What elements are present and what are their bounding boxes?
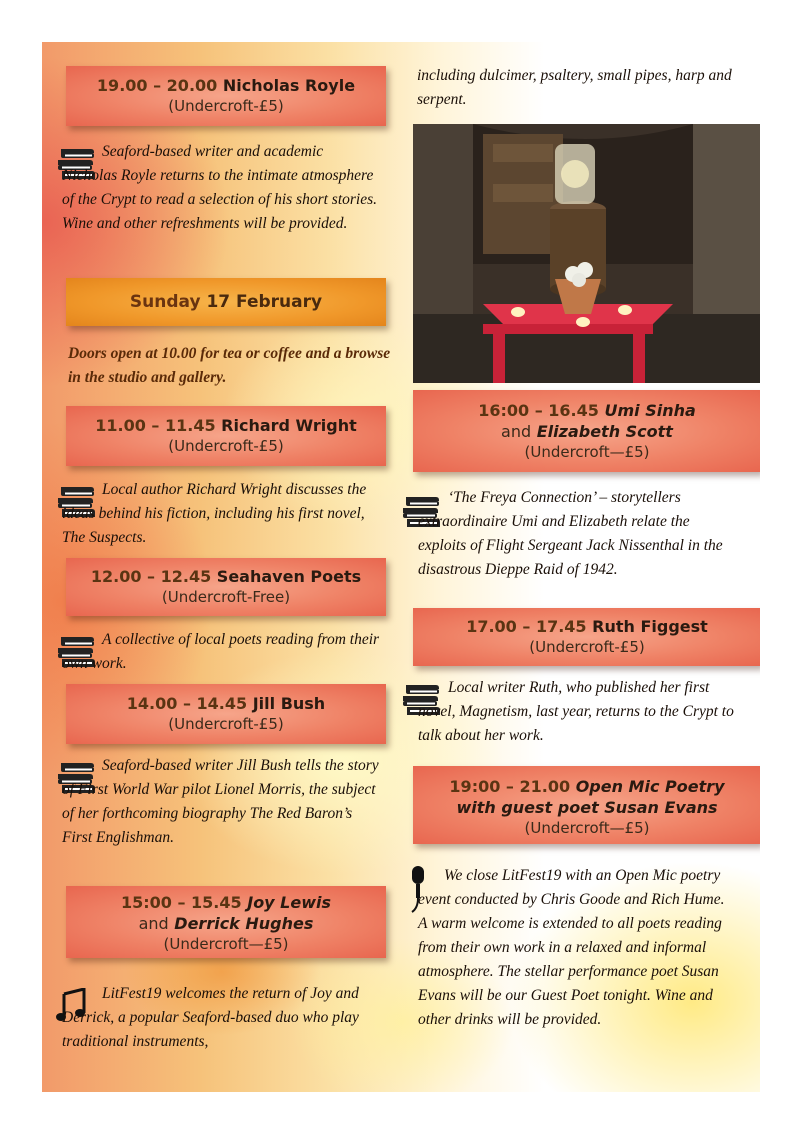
event-description-ruth-figgest: Local writer Ruth, who published her first novel, Magnetism, last year, returns to the Crypt to talk about her work. — [418, 679, 734, 744]
event-performer: Seahaven Poets — [216, 567, 362, 586]
event-performer: Richard Wright — [221, 416, 357, 435]
event-banner-seahaven-poets — [66, 558, 386, 616]
day-name: Sunday — [129, 292, 201, 312]
event-performer: Derrick Hughes — [174, 914, 314, 933]
event-venue: (Undercroft-Free) — [161, 588, 291, 606]
event-venue: (Undercroft—£5) — [163, 935, 289, 953]
event-subtitle: with guest poet Susan Evans — [456, 798, 718, 817]
event-time: 12.00 – 12.45 — [90, 567, 212, 586]
event-description-seahaven-poets: A collective of local poets reading from their own work. — [62, 631, 380, 672]
event-venue: (Undercroft—£5) — [524, 443, 650, 461]
event-time: 15:00 – 15.45 — [120, 893, 242, 912]
event-performer: Nicholas Royle — [222, 76, 356, 95]
event-description-jill-bush: Seaford-based writer Jill Bush tells the story of First World War pilot Lionel Morris, the subject of her forthcoming biography The Red Baron’s First Englishman. — [62, 757, 379, 846]
event-venue: (Undercroft—£5) — [524, 819, 650, 837]
lewis-description-continued: including dulcimer, psaltery, small pipes, harp and serpent. — [417, 67, 732, 108]
day-banner-sunday — [66, 278, 386, 326]
event-banner-nicholas-royle — [66, 66, 386, 126]
doors-open-note: Doors open at 10.00 for tea or coffee and a browse in the studio and gallery. — [68, 345, 391, 386]
event-time: 17.00 – 17.45 — [466, 617, 587, 636]
event-conjunction: and — [138, 914, 169, 933]
event-banner-joy-lewis — [66, 886, 386, 958]
event-venue: (Undercroft-£5) — [168, 437, 284, 455]
event-performer: Ruth Figgest — [592, 617, 708, 636]
event-performer: Joy Lewis — [247, 893, 332, 912]
event-description-richard-wright: Local author Richard Wright discusses the ideas behind his fiction, including his first novel, The Suspects. — [62, 481, 367, 546]
event-description-open-mic: We close LitFest19 with an Open Mic poetry event conducted by Chris Goode and Rich Hume. A warm welcome is extended to all poets reading from their own work in a relaxed and informal atmosphere. The stellar performance poet Susan Evans will be our Guest Poet tonight. Wine and other drinks will be provided. — [418, 867, 725, 1028]
event-title: Open Mic Poetry — [575, 777, 725, 796]
event-time: 19.00 – 20.00 — [96, 76, 218, 95]
event-description-joy-lewis: LitFest19 welcomes the return of Joy and Derrick, a popular Seaford-based duo who play traditional instruments, — [62, 985, 359, 1050]
event-banner-open-mic — [413, 766, 760, 844]
event-performer: Jill Bush — [252, 694, 326, 713]
event-banner-richard-wright — [66, 406, 386, 466]
event-time: 19:00 – 21.00 — [449, 777, 571, 796]
event-venue: (Undercroft-£5) — [168, 97, 284, 115]
event-venue: (Undercroft-£5) — [168, 715, 284, 733]
day-date: 17 February — [206, 292, 323, 312]
event-performer: Elizabeth Scott — [536, 422, 673, 441]
event-banner-umi-sinha — [413, 390, 760, 472]
event-venue: (Undercroft-£5) — [529, 638, 645, 656]
event-performer: Umi Sinha — [604, 401, 696, 420]
event-time: 11.00 – 11.45 — [95, 416, 216, 435]
event-banner-ruth-figgest — [413, 608, 760, 666]
event-description-umi-sinha: ‘The Freya Connection’ – storytellers extraordinaire Umi and Elizabeth relate the exploits of Flight Sergeant Jack Nissenthal in the disastrous Dieppe Raid of 1942. — [418, 489, 723, 578]
crypt-photo — [413, 124, 760, 383]
event-conjunction: and — [501, 422, 532, 441]
event-description-nicholas-royle: Seaford-based writer and academic Nicholas Royle returns to the intimate atmosphere of the Crypt to read a selection of his short stories. Wine and other refreshments will be provided. — [62, 143, 378, 232]
event-time: 14.00 – 14.45 — [126, 694, 248, 713]
event-banner-jill-bush — [66, 684, 386, 744]
programme-page — [42, 42, 760, 1092]
event-time: 16:00 – 16.45 — [478, 401, 599, 420]
